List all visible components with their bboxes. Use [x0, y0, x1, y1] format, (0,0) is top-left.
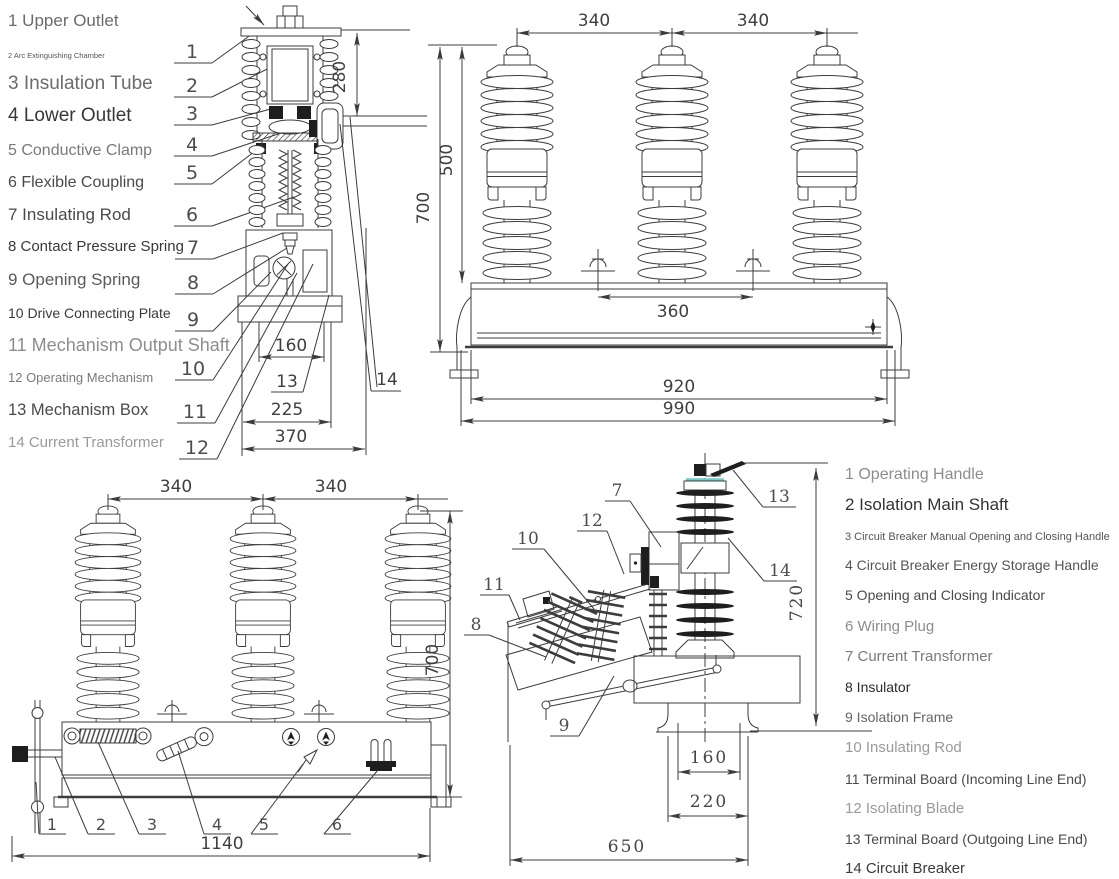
upper-outlet-plate [241, 28, 341, 36]
dim-160: 160 [689, 748, 729, 768]
pole-phase-b [230, 506, 296, 722]
parts-left-item-9: 9 Opening Spring [8, 270, 141, 289]
parts-right-item-2: 2 Isolation Main Shaft [845, 495, 1009, 514]
leader-5: 5 [258, 815, 270, 834]
leader-7: 7 [186, 237, 200, 259]
parts-right-item-5: 5 Opening and Closing Indicator [845, 587, 1046, 603]
mount-bolt-left [157, 700, 187, 722]
parts-right-item-10: 10 Insulating Rod [845, 739, 962, 756]
leader-8: 8 [186, 272, 200, 294]
parts-left-item-8: 8 Contact Pressure Spring [8, 238, 184, 255]
side-view-dimensions [510, 468, 872, 866]
dim-220: 220 [689, 792, 729, 812]
parts-right-item-9: 9 Isolation Frame [845, 709, 954, 725]
dim-360: 360 [656, 302, 690, 322]
dim-700: 700 [423, 643, 443, 677]
energy-storage-handle [154, 725, 216, 766]
mount-bolt-right [304, 700, 334, 722]
leader-1: 1 [185, 41, 199, 63]
dim-500: 500 [437, 143, 457, 177]
pole-phase-c [385, 506, 451, 722]
front-view-top [414, 11, 909, 426]
dim-1140: 1140 [200, 834, 244, 854]
bracket-right [887, 297, 901, 370]
tilted-insulating-rod [576, 587, 626, 665]
dim-990: 990 [662, 399, 696, 419]
bracket-left [457, 297, 471, 370]
leader-6: 6 [185, 204, 199, 226]
handle-block [12, 746, 28, 762]
side-clamp [317, 103, 343, 149]
mount-bolt-left [581, 249, 615, 291]
bellows-right [293, 150, 301, 210]
label-7: 7 [611, 481, 623, 501]
parts-right-item-14: 14 Circuit Breaker [845, 860, 966, 877]
parts-right-item-12: 12 Isolating Blade [845, 800, 965, 817]
leader-6: 6 [331, 815, 343, 834]
label-14: 14 [376, 370, 398, 390]
current-transformer-box [630, 532, 679, 656]
front-bottom-leaders [36, 742, 378, 834]
open-close-indicators [283, 729, 335, 773]
pole-phase-c [791, 46, 863, 283]
front-view-bottom [12, 477, 463, 862]
parts-right-item-3: 3 Circuit Breaker Manual Opening and Closing Handle [845, 531, 1110, 543]
leader-3: 3 [185, 103, 199, 125]
label-13: 13 [276, 372, 298, 392]
parts-left-item-1: 1 Upper Outlet [8, 11, 119, 30]
parts-left-item-10: 10 Drive Connecting Plate [8, 305, 171, 321]
side-view [464, 453, 872, 866]
dim-280: 280 [330, 60, 350, 94]
mount-bolt-right [736, 249, 770, 291]
parts-left-item-12: 12 Operating Mechanism [8, 370, 154, 385]
parts-right-item-11: 11 Terminal Board (Incoming Line End) [845, 771, 1087, 787]
pole-phase-a [481, 46, 553, 283]
section-view [174, 6, 427, 459]
pole-phase-a [75, 506, 141, 722]
label-14: 14 [769, 561, 791, 581]
parts-right-item-4: 4 Circuit Breaker Energy Storage Handle [845, 557, 1099, 573]
dim-720: 720 [787, 582, 807, 622]
dim-340-right: 340 [314, 477, 348, 497]
leader-2: 2 [95, 815, 107, 834]
leader-3: 3 [146, 815, 158, 834]
isolation-frame-lever [542, 655, 721, 720]
leader-4: 4 [211, 815, 223, 834]
dim-225: 225 [270, 400, 304, 420]
parts-left-item-5: 5 Conductive Clamp [8, 142, 153, 159]
label-10: 10 [517, 529, 539, 549]
parts-right-item-13: 13 Terminal Board (Outgoing Line End) [845, 831, 1088, 847]
dim-340-left: 340 [577, 11, 611, 31]
leader-10: 10 [180, 358, 206, 380]
parts-left-item-3: 3 Insulation Tube [8, 73, 153, 94]
label-12: 12 [581, 511, 603, 531]
parts-left-item-2: 2 Arc Extinguishing Chamber [8, 51, 105, 60]
dim-700: 700 [414, 191, 434, 225]
dim-160: 160 [274, 336, 308, 356]
isolating-blade-assembly [506, 576, 659, 742]
dim-340-left: 340 [159, 477, 193, 497]
main-shaft-spring [64, 728, 151, 744]
parts-left-item-14: 14 Current Transformer [8, 434, 164, 451]
dim-340-right: 340 [736, 11, 770, 31]
dim-650: 650 [607, 837, 647, 857]
wiring-plug [366, 740, 396, 772]
leader-5: 5 [185, 162, 199, 184]
label-8: 8 [470, 615, 482, 635]
arc-chamber [267, 46, 313, 104]
parts-left-item-7: 7 Insulating Rod [8, 205, 131, 224]
operating-mechanism [303, 250, 327, 292]
leader-9: 9 [186, 309, 200, 331]
leader-11: 11 [182, 401, 208, 423]
parts-right-item-6: 6 Wiring Plug [845, 618, 935, 635]
parts-left-item-4: 4 Lower Outlet [8, 105, 132, 126]
operating-handle-assembly [12, 700, 62, 833]
parts-right-item-8: 8 Insulator [845, 679, 911, 695]
leader-4: 4 [185, 134, 199, 156]
side-view-labels [464, 470, 797, 736]
label-13: 13 [768, 487, 790, 507]
indicator-arrow [304, 750, 317, 764]
pole-phase-b [636, 46, 708, 283]
parts-left-item-6: 6 Flexible Coupling [8, 174, 145, 191]
parts-left-item-11: 11 Mechanism Output Shaft [8, 335, 230, 355]
leader-2: 2 [185, 75, 199, 97]
label-9: 9 [558, 716, 570, 736]
parts-right-item-7: 7 Current Transformer [845, 648, 993, 665]
parts-right-item-1: 1 Operating Handle [845, 466, 984, 483]
parts-left-item-13: 13 Mechanism Box [8, 401, 149, 419]
dim-920: 920 [662, 377, 696, 397]
label-11: 11 [483, 575, 505, 595]
leader-12: 12 [184, 437, 210, 459]
dim-370: 370 [274, 427, 308, 447]
breaker-pole [676, 461, 828, 658]
leader-1: 1 [46, 815, 58, 834]
